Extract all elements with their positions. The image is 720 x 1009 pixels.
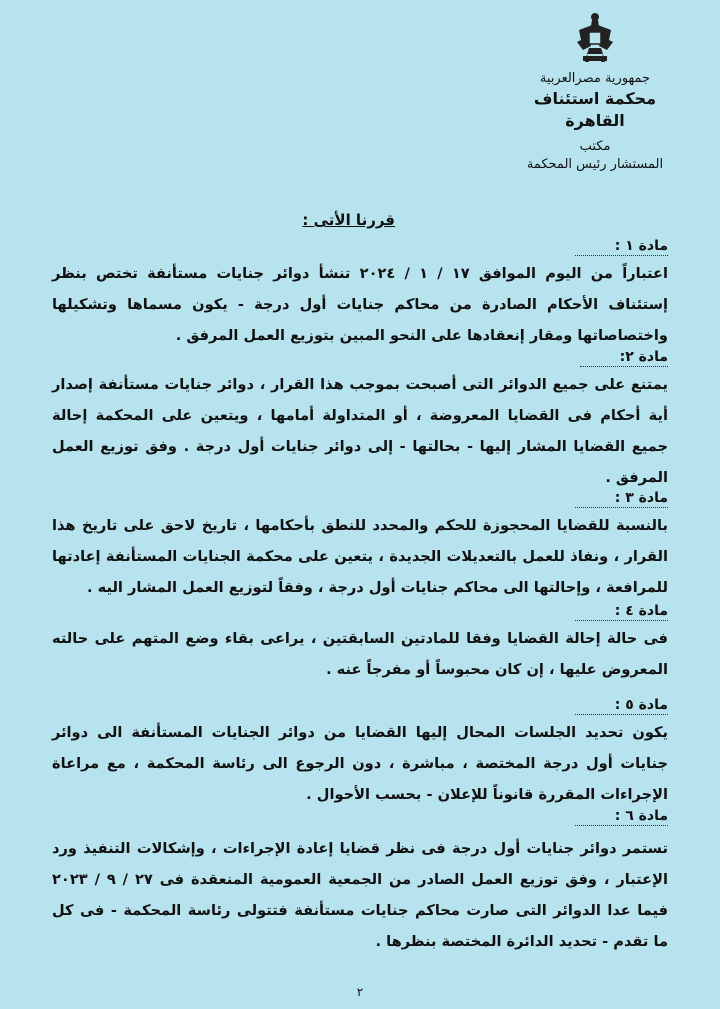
article-1-heading: مادة ١ :	[575, 238, 668, 256]
article-1-text: اعتباراً من اليوم الموافق ١٧ / ١ / ٢٠٢٤ تنشأ دوائر جنايات مستأنفة تختص بنظر إستئناف الأحكام الصادرة من محاكم جنايات أول درجة - يكون مسماها وتشكيلها واختصاصاتها ومقار إنعقادها على النحو المبين بتوزيع العمل المرفق .	[52, 265, 668, 344]
decision-heading: قررنا الأتى :	[302, 211, 395, 229]
letterhead	[510, 10, 680, 174]
article-4-heading: مادة ٤ :	[575, 603, 668, 621]
article-3-text: بالنسبة للقضايا المحجوزة للحكم والمحدد للنطق بأحكامها ، تاريخ لاحق على تاريخ هذا القرار ، ونفاذ للعمل بالتعديلات الجديدة ، يتعين على محكمة الجنايات المستأنفة إعادتها للمرافعة ، وإحالتها الى محاكم جنايات أول درجة ، وفقاً لتوزيع العمل المشار اليه .	[52, 517, 668, 596]
page-number: ٢	[356, 985, 364, 999]
article-2-heading: مادة ٢:	[580, 349, 668, 367]
article-5-text: يكون تحديد الجلسات المحال إليها القضايا من دوائر الجنايات المستأنفة الى دوائر جنايات أول درجة المختصة ، مباشرة ، دون الرجوع الى رئاسة المحكمة ، مع مراعاة الإجراءات المقررة قانوناً للإعلان - بحسب الأحوال .	[52, 724, 668, 803]
article-6-heading: مادة ٦ :	[575, 808, 668, 826]
article-5-heading: مادة ٥ :	[575, 697, 668, 715]
article-6-text: تستمر دوائر جنايات أول درجة فى نظر قضايا إعادة الإجراءات ، وإشكالات التنفيذ ورد الإعتبار ، وفق توزيع العمل الصادر من الجمعية العمومية المنعقدة فى ٢٧ / ٩ / ٢٠٢٣ فيما عدا الدوائر التى صارت محاكم جنايات مستأنفة فتتولى رئاسة المحكمة - فى كل ما تقدم - تحديد الدائرة المختصة بنظرها .	[52, 840, 668, 950]
office-label: مكتب	[579, 139, 611, 154]
office-holder: المستشار رئيس المحكمة	[526, 157, 664, 172]
eagle-emblem-icon	[575, 10, 615, 66]
article-4-text: فى حالة إحالة القضايا وفقا للمادتين السابقتين ، يراعى بقاء وضع المتهم على حالته المعروض عليها ، إن كان محبوساً أو مفرجاً عنه .	[52, 630, 668, 678]
article-3-heading: مادة ٣ :	[575, 490, 668, 508]
article-2-text: يمتنع على جميع الدوائر التى أصبحت بموجب هذا القرار ، دوائر جنايات مستأنفة إصدار أية أحكام فى القضايا المعروضة ، أو المتداولة أمامها ، ويتعين على المحكمة إحالة جميع القضايا المشار إليها - بحالتها - إلى دوائر جنايات أول درجة . وفق توزيع العمل المرفق .	[52, 376, 668, 486]
country-name: جمهورية مصرالعربية	[539, 71, 651, 86]
court-name: محكمة استئناف القاهرة	[533, 89, 657, 130]
